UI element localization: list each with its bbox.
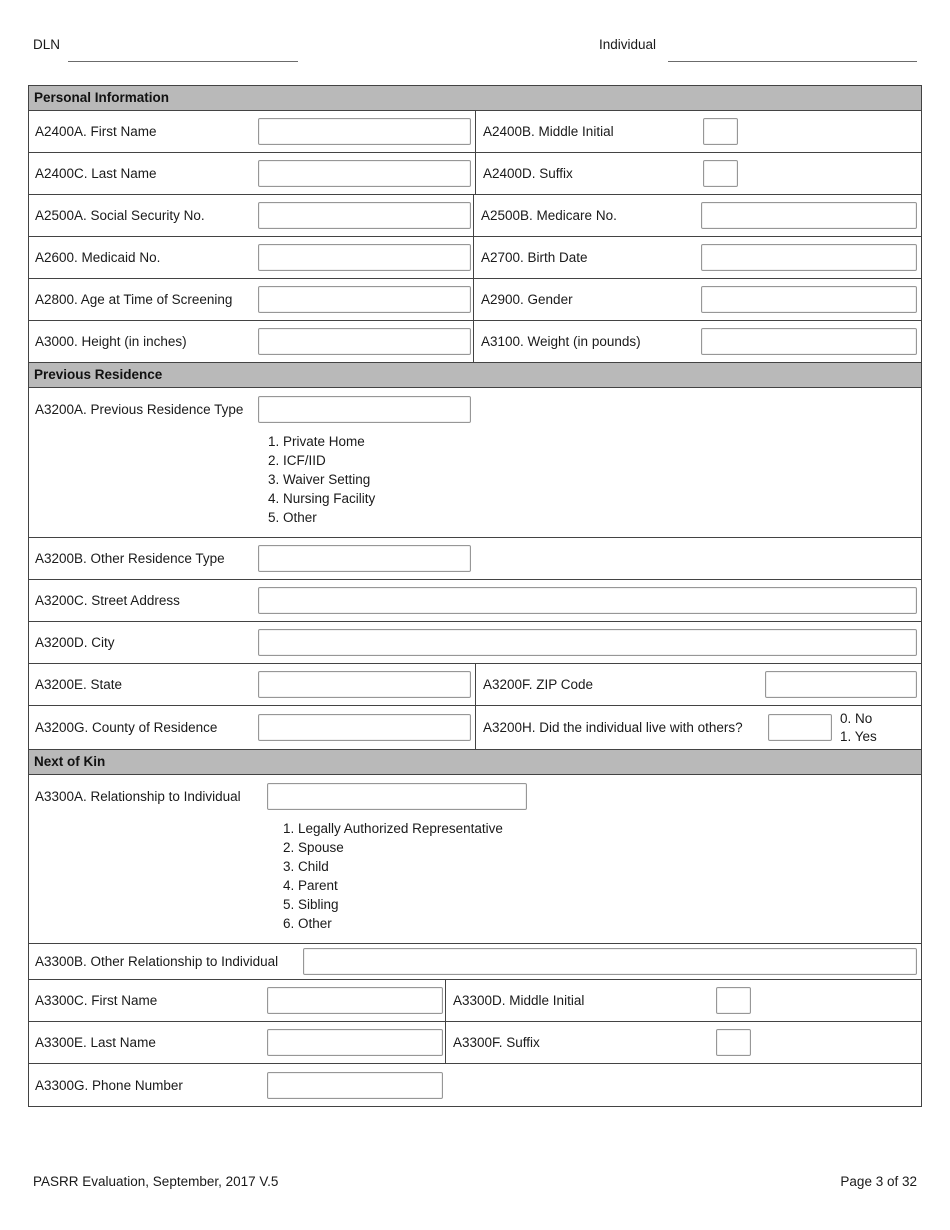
row-previous-residence-type — [29, 388, 921, 538]
gender-input[interactable] — [701, 286, 917, 313]
kin-middle-initial-input[interactable] — [716, 987, 751, 1014]
dln-input[interactable] — [68, 36, 298, 62]
cell-last-name — [29, 153, 476, 194]
relationship-option: 2. Spouse — [283, 840, 344, 855]
weight-label: A3100. Weight (in pounds) — [481, 334, 641, 349]
age-label: A2800. Age at Time of Screening — [35, 292, 233, 307]
relationship-option: 1. Legally Authorized Representative — [283, 821, 503, 836]
section-previous-residence: Previous Residence — [29, 363, 921, 388]
residence-type-options — [268, 432, 921, 527]
height-label: A3000. Height (in inches) — [35, 334, 187, 349]
birth-date-input[interactable] — [701, 244, 917, 271]
cell-kin-last-name — [29, 1022, 446, 1063]
cell-middle-initial — [476, 118, 921, 145]
live-with-others-options — [840, 710, 877, 746]
residence-type-option: 4. Nursing Facility — [268, 491, 376, 506]
gender-label: A2900. Gender — [481, 292, 573, 307]
cell-zip-code — [476, 671, 921, 698]
kin-first-name-label: A3300C. First Name — [35, 993, 158, 1008]
cell-first-name — [29, 111, 476, 152]
row-kin-first-name-middle-initial — [29, 980, 921, 1022]
live-with-others-option: 0. No — [840, 710, 873, 726]
kin-phone-input[interactable] — [267, 1072, 443, 1099]
cell-height — [29, 321, 474, 362]
medicare-input[interactable] — [701, 202, 917, 229]
cell-medicaid — [29, 237, 474, 278]
row-street-address — [29, 580, 921, 622]
live-with-others-label: A3200H. Did the individual live with others? — [483, 720, 743, 735]
residence-type-option: 5. Other — [268, 510, 317, 525]
other-relationship-label: A3300B. Other Relationship to Individual — [35, 954, 279, 969]
page-footer — [33, 1174, 917, 1189]
other-relationship-input[interactable] — [303, 948, 917, 975]
section-personal-information: Personal Information — [29, 86, 921, 111]
cell-suffix — [476, 160, 921, 187]
cell-age — [29, 279, 474, 320]
zip-code-label: A3200F. ZIP Code — [483, 677, 594, 692]
relationship-label: A3300A. Relationship to Individual — [35, 789, 241, 804]
county-label: A3200G. County of Residence — [35, 720, 218, 735]
residence-type-option: 3. Waiver Setting — [268, 472, 371, 487]
last-name-input[interactable] — [258, 160, 471, 187]
relationship-options — [283, 819, 921, 933]
city-input[interactable] — [258, 629, 917, 656]
kin-middle-initial-label: A3300D. Middle Initial — [453, 993, 585, 1008]
row-relationship-to-individual — [29, 775, 921, 944]
county-input[interactable] — [258, 714, 471, 741]
relationship-option: 3. Child — [283, 859, 329, 874]
relationship-option: 4. Parent — [283, 878, 338, 893]
residence-type-option: 1. Private Home — [268, 434, 365, 449]
relationship-option: 5. Sibling — [283, 897, 339, 912]
ssn-label: A2500A. Social Security No. — [35, 208, 205, 223]
row-other-residence-type — [29, 538, 921, 580]
kin-phone-label: A3300G. Phone Number — [35, 1077, 183, 1093]
relationship-input[interactable] — [267, 783, 527, 810]
medicare-label: A2500B. Medicare No. — [481, 208, 617, 223]
footer-version-text: PASRR Evaluation, September, 2017 V.5 — [33, 1174, 279, 1189]
state-label: A3200E. State — [35, 677, 123, 692]
height-input[interactable] — [258, 328, 471, 355]
cell-kin-middle-initial — [446, 987, 921, 1014]
cell-gender — [474, 286, 921, 313]
relationship-option: 6. Other — [283, 916, 332, 931]
age-input[interactable] — [258, 286, 471, 313]
dln-label: DLN — [33, 37, 61, 52]
cell-kin-suffix — [446, 1029, 921, 1056]
pasrr-form-table — [28, 85, 922, 1107]
kin-suffix-input[interactable] — [716, 1029, 751, 1056]
last-name-label: A2400C. Last Name — [35, 166, 157, 181]
section-next-of-kin: Next of Kin — [29, 750, 921, 775]
medicaid-label: A2600. Medicaid No. — [35, 250, 161, 265]
kin-last-name-input[interactable] — [267, 1029, 443, 1056]
street-address-label: A3200C. Street Address — [35, 593, 180, 608]
row-last-name-suffix — [29, 153, 921, 195]
cell-county — [29, 706, 476, 749]
live-with-others-input[interactable] — [768, 714, 832, 741]
row-medicaid-birthdate — [29, 237, 921, 279]
weight-input[interactable] — [701, 328, 917, 355]
kin-suffix-label: A3300F. Suffix — [453, 1035, 540, 1050]
medicaid-input[interactable] — [258, 244, 471, 271]
cell-weight — [474, 328, 921, 355]
row-kin-last-name-suffix — [29, 1022, 921, 1064]
other-residence-type-label: A3200B. Other Residence Type — [35, 551, 225, 566]
birth-date-label: A2700. Birth Date — [481, 250, 588, 265]
state-input[interactable] — [258, 671, 471, 698]
other-residence-type-input[interactable] — [258, 545, 471, 572]
suffix-label: A2400D. Suffix — [483, 166, 573, 181]
row-county-live-with-others — [29, 706, 921, 750]
previous-residence-type-input[interactable] — [258, 396, 471, 423]
cell-state — [29, 664, 476, 705]
first-name-label: A2400A. First Name — [35, 124, 157, 139]
footer-page-number: Page 3 of 32 — [840, 1174, 917, 1189]
row-first-name-middle-initial — [29, 111, 921, 153]
cell-kin-first-name — [29, 980, 446, 1021]
previous-residence-type-label: A3200A. Previous Residence Type — [35, 402, 244, 417]
cell-ssn — [29, 195, 474, 236]
cell-birth-date — [474, 244, 921, 271]
city-label: A3200D. City — [35, 635, 115, 650]
middle-initial-label: A2400B. Middle Initial — [483, 124, 614, 139]
row-kin-phone-number — [29, 1064, 921, 1106]
ssn-input[interactable] — [258, 202, 471, 229]
individual-label: Individual — [598, 37, 656, 52]
row-other-relationship — [29, 944, 921, 980]
zip-code-input[interactable] — [765, 671, 917, 698]
cell-medicare — [474, 202, 921, 229]
cell-live-with-others — [476, 710, 921, 746]
residence-type-option: 2. ICF/IID — [268, 453, 326, 468]
kin-first-name-input[interactable] — [267, 987, 443, 1014]
row-age-gender — [29, 279, 921, 321]
street-address-input[interactable] — [258, 587, 917, 614]
individual-input[interactable] — [668, 36, 917, 62]
row-ssn-medicare — [29, 195, 921, 237]
suffix-input[interactable] — [703, 160, 738, 187]
row-state-zip — [29, 664, 921, 706]
row-city — [29, 622, 921, 664]
top-bar — [0, 0, 950, 62]
kin-last-name-label: A3300E. Last Name — [35, 1035, 156, 1050]
middle-initial-input[interactable] — [703, 118, 738, 145]
live-with-others-option: 1. Yes — [840, 728, 877, 744]
first-name-input[interactable] — [258, 118, 471, 145]
row-height-weight — [29, 321, 921, 363]
